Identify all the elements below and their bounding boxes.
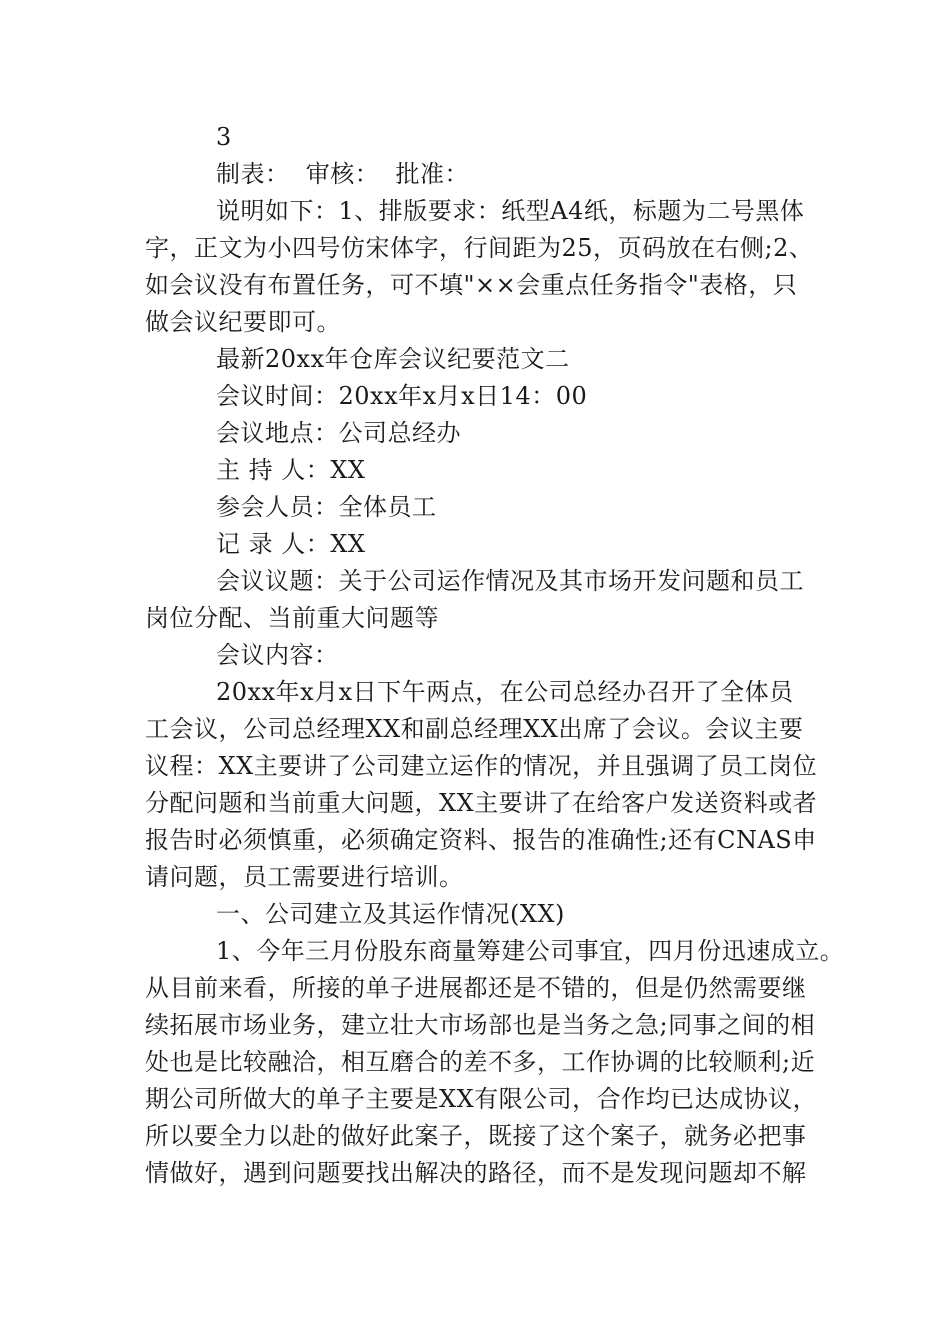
meeting-topic: 会议议题：关于公司运作情况及其市场开发问题和员工 xyxy=(216,567,804,595)
text-line: 处也是比较融洽，相互磨合的差不多，工作协调的比较顺利;近 xyxy=(145,1048,816,1076)
text-line: 如会议没有布置任务，可不填"××会重点任务指令"表格，只 xyxy=(145,271,798,299)
text-line: 字，正文为小四号仿宋体字，行间距为25，页码放在右侧;2、 xyxy=(145,234,814,262)
text-line: 岗位分配、当前重大问题等 xyxy=(145,604,439,632)
text-line: 说明如下：1、排版要求：纸型A4纸，标题为二号黑体 xyxy=(216,197,805,225)
text-line: 议程：XX主要讲了公司建立运作的情况，并且强调了员工岗位 xyxy=(145,752,818,780)
page-number-line: 3 xyxy=(216,123,232,151)
text-line: 20xx年x月x日下午两点，在公司总经办召开了全体员 xyxy=(216,678,794,706)
text-line: 续拓展市场业务，建立壮大市场部也是当务之急;同事之间的相 xyxy=(145,1011,816,1039)
text-line: 所以要全力以赴的做好此案子，既接了这个案子，就务必把事 xyxy=(145,1122,807,1150)
text-line: 从目前来看，所接的单子进展都还是不错的，但是仍然需要继 xyxy=(145,974,807,1002)
text-line: 做会议纪要即可。 xyxy=(145,308,341,336)
text-line: 报告时必须慎重，必须确定资料、报告的准确性;还有CNAS申 xyxy=(145,826,817,854)
meeting-location: 会议地点：公司总经办 xyxy=(216,419,461,447)
text-line: 分配问题和当前重大问题，XX主要讲了在给客户发送资料或者 xyxy=(145,789,818,817)
text-line: 请问题，员工需要进行培训。 xyxy=(145,863,464,891)
text-line: 期公司所做大的单子主要是XX有限公司，合作均已达成协议， xyxy=(145,1085,818,1113)
meeting-time: 会议时间：20xx年x月x日14：00 xyxy=(216,382,588,410)
meeting-content-label: 会议内容： xyxy=(216,641,339,669)
text-line: 工会议，公司总经理XX和副总经理XX出席了会议。会议主要 xyxy=(145,715,804,743)
text-line: 1、今年三月份股东商量筹建公司事宜，四月份迅速成立。 xyxy=(216,937,845,965)
meeting-attendees: 参会人员：全体员工 xyxy=(216,493,437,521)
signature-line: 制表： 审核： 批准： xyxy=(216,160,470,188)
section-heading: 一、公司建立及其运作情况(XX) xyxy=(216,900,565,928)
meeting-host: 主 持 人：XX xyxy=(216,456,366,484)
text-line: 情做好，遇到问题要找出解决的路径，而不是发现问题却不解 xyxy=(145,1159,807,1187)
meeting-recorder: 记 录 人：XX xyxy=(216,530,366,558)
section-title: 最新20xx年仓库会议纪要范文二 xyxy=(216,345,570,373)
